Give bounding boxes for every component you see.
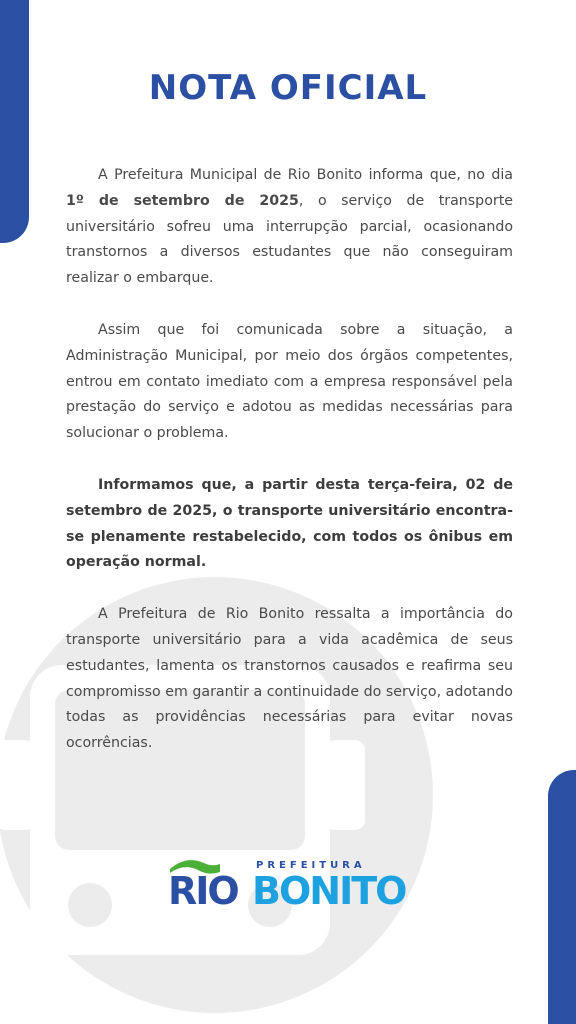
paragraph-1 bbox=[66, 163, 513, 292]
logo-word-rio: RIO bbox=[168, 869, 238, 907]
logo-prefeitura: PREFEITURA bbox=[256, 860, 366, 871]
paragraph-3: Informamos que, a partir desta terça-feira, 02 de setembro de 2025, o transporte universitário encontra-se plenamente restabelecido, com todos os ônibus em operação normal. bbox=[66, 476, 513, 571]
paragraph-2: Assim que foi comunicada sobre a situação, a Administração Municipal, por meio dos órgãos competentes, entrou em contato imediato com a empresa responsável pela prestação do serviço e adotou as medidas necessárias para solucionar o problema. bbox=[66, 321, 513, 442]
paragraph-1-after: , o serviço de transporte universitário sofreu uma interrupção parcial, ocasionando transtornos a diversos estudantes que não conseguiram realizar o embarque. bbox=[66, 192, 513, 287]
paragraph-1-before: A Prefeitura Municipal de Rio Bonito informa que, no dia bbox=[98, 167, 513, 183]
rio-bonito-logo bbox=[168, 855, 413, 907]
logo-word-bonito: BONITO bbox=[252, 869, 406, 907]
notice-body bbox=[66, 163, 513, 783]
page-title: NOTA OFICIAL bbox=[148, 68, 428, 108]
paragraph-4: A Prefeitura de Rio Bonito ressalta a importância do transporte universitário para a vida acadêmica de seus estudantes, lamenta os transtornos causados e reafirma seu compromisso em garantir a continuidade do serviço, adotando todas as providências necessárias para evitar novas ocorrências. bbox=[66, 606, 513, 752]
paragraph-1-date: 1º de setembro de 2025 bbox=[66, 192, 299, 209]
